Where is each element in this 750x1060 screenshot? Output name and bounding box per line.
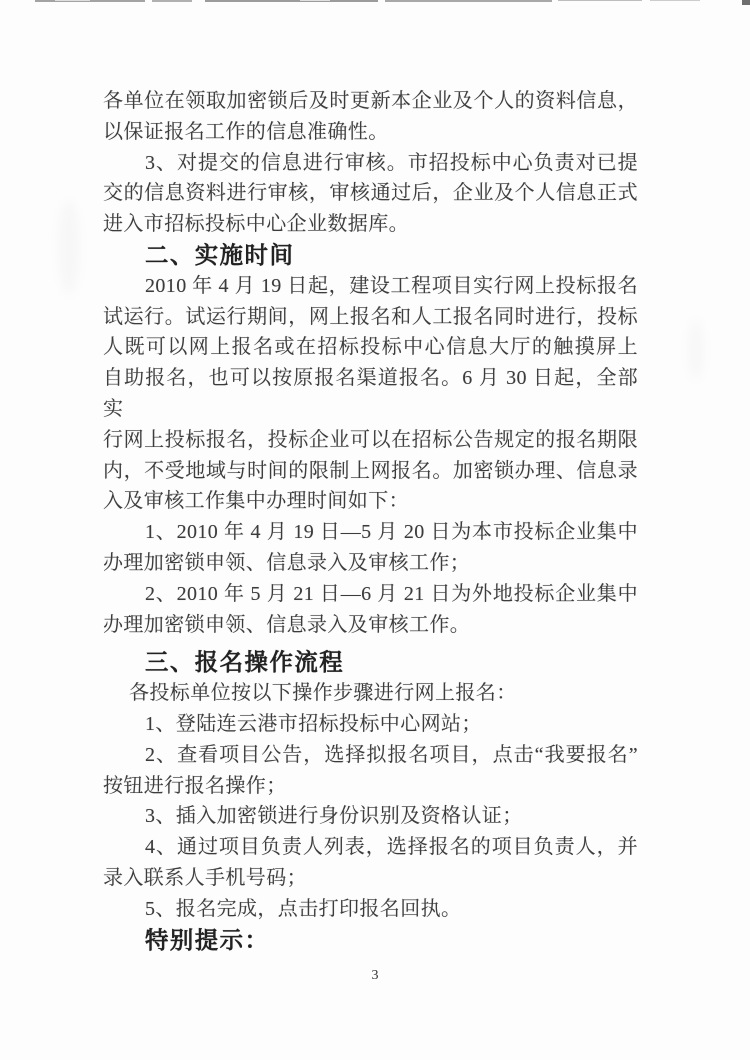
text-line: 试运行。试运行期间，网上报名和人工报名同时进行，投标 [103, 305, 638, 328]
text-line: 各单位在领取加密锁后及时更新本企业及个人的资料信息， [103, 90, 638, 112]
heading-implementation-time: 二、实施时间 [145, 241, 295, 268]
text-line: 办理加密锁申领、信息录入及审核工作。 [103, 613, 471, 636]
text-line: 人既可以网上报名或在招标投标中心信息大厅的触摸屏上 [103, 336, 638, 359]
heading-registration-process: 三、报名操作流程 [145, 649, 345, 676]
heading-special-notice: 特别提示： [145, 926, 270, 953]
text-line: 录入联系人手机号码； [103, 866, 307, 889]
list-item: 1、2010 年 4 月 19 日—5 月 20 日为本市投标企业集中 [145, 521, 638, 544]
text-line: 按钮进行报名操作； [103, 774, 287, 797]
scan-smudge [688, 320, 704, 380]
list-item: 1、登陆连云港市招标投标中心网站； [145, 712, 482, 735]
text-line: 自助报名，也可以按原报名渠道报名。6 月 30 日起，全部实 [103, 367, 638, 420]
list-item: 2、查看项目公告，选择拟报名项目，点击“我要报名” [145, 743, 638, 766]
text-line: 交的信息资料进行审核，审核通过后，企业及个人信息正式 [103, 182, 638, 205]
text-line: 进入市招标投标中心企业数据库。 [103, 213, 409, 236]
text-line: 办理加密锁申领、信息录入及审核工作； [103, 551, 471, 574]
list-item: 4、通过项目负责人列表，选择报名的项目负责人，并 [145, 836, 638, 859]
scan-artifact-top-edge [0, 0, 750, 8]
text-line: 内，不受地域与时间的限制上网报名。加密锁办理、信息录 [103, 459, 638, 482]
text-line: 以保证报名工作的信息准确性。 [103, 120, 389, 143]
page-number: 3 [371, 968, 379, 983]
list-item: 3、对提交的信息进行审核。市招投标中心负责对已提 [145, 151, 638, 174]
list-item: 2、2010 年 5 月 21 日—6 月 21 日为外地投标企业集中 [145, 582, 638, 605]
text-line: 各投标单位按以下操作步骤进行网上报名： [129, 682, 517, 705]
page-footer [0, 966, 750, 984]
list-item: 3、插入加密锁进行身份识别及资格认证； [145, 805, 523, 828]
text-line: 行网上投标报名，投标企业可以在招标公告规定的报名期限 [103, 428, 638, 451]
document-body [103, 86, 638, 955]
list-item: 5、报名完成，点击打印报名回执。 [145, 897, 462, 920]
text-line: 2010 年 4 月 19 日起，建设工程项目实行网上投标报名 [145, 274, 638, 297]
text-line: 入及审核工作集中办理时间如下： [103, 490, 409, 513]
scan-smudge [58, 200, 80, 295]
